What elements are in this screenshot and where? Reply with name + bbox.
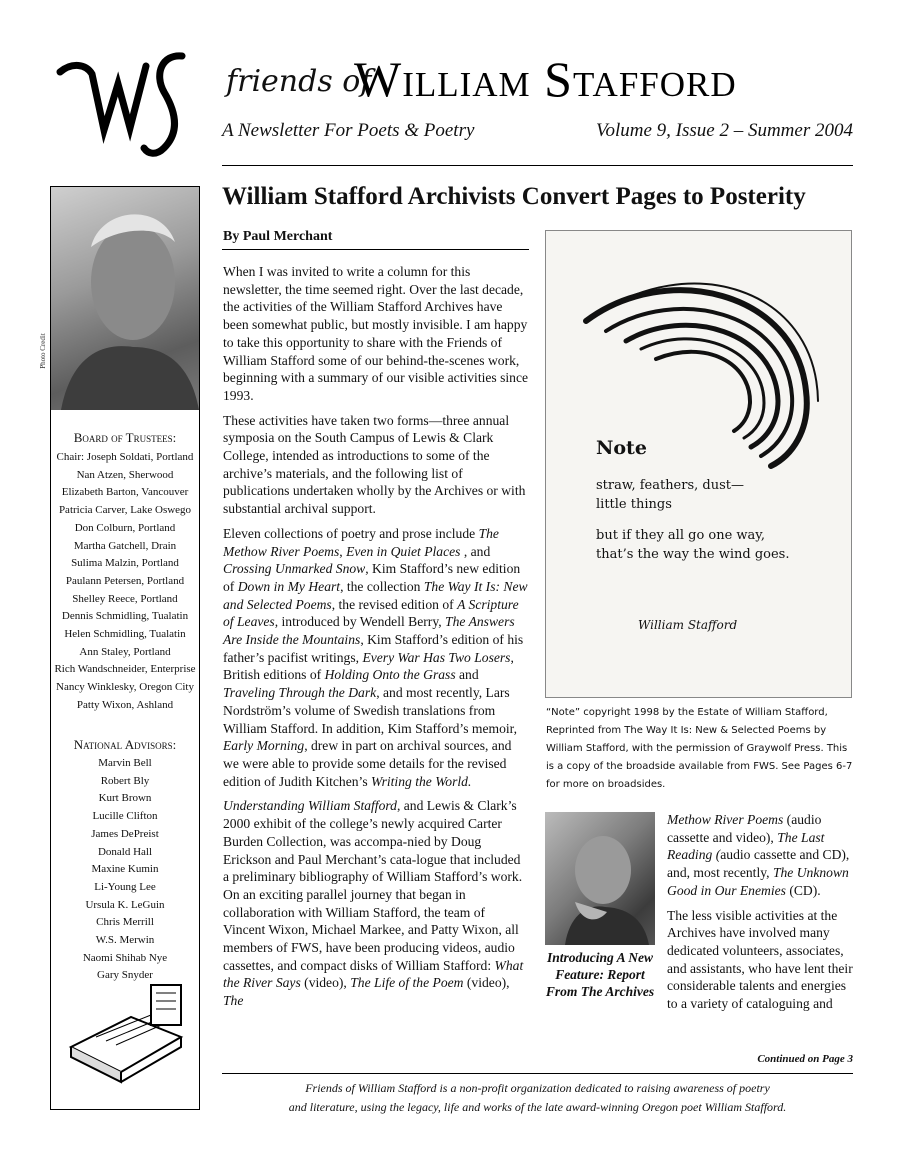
book-title: Holding Onto the Grass — [324, 667, 456, 683]
trustees-heading: Board of Trustees: — [73, 430, 177, 445]
masthead-divider — [222, 165, 853, 166]
article-paragraph: When I was invited to write a column for this newsletter, the time seemed right. Over the last decade, the activities of the William Stafford Archives have been somewhat public, but mostly invisible. I am happy to take this opportunity to share with the Friends of William Stafford some of our behind-the-scenes work, beginning with a summary of our visible activities since 1993. — [223, 264, 529, 403]
portrait-silhouette — [51, 187, 199, 410]
text-run: (audio cassette and video), — [667, 812, 822, 845]
trustee-name: Shelley Reece, Portland — [72, 592, 178, 605]
footer-line: and literature, using the legacy, life and works of the late award-winning Oregon poet William Stafford. — [288, 1100, 787, 1114]
ws-monogram-logo — [52, 44, 202, 164]
poem-line: straw, feathers, dust— — [596, 478, 744, 493]
trustee-name: Nan Atzen, Sherwood — [76, 468, 174, 481]
text-run: (video), — [300, 975, 351, 991]
text-run: , and most recently, Lars Nordström’s volume of Swedish translations from William Stafford. In addition, Kim Stafford’s memoir, — [223, 685, 518, 736]
advisor-name: Ursula K. LeGuin — [85, 898, 165, 911]
trustee-name: Patty Wixon, Ashland — [76, 698, 174, 711]
advisor-name: Marvin Bell — [98, 757, 152, 769]
media-title: The — [223, 993, 244, 1009]
books-illustration — [61, 977, 191, 1087]
advisor-name: Gary Snyder — [97, 969, 153, 982]
advisor-name: James DePreist — [91, 827, 159, 840]
article-column-2 — [667, 811, 853, 1047]
text-run: (CD). — [785, 882, 821, 898]
book-title: The Way It Is: New and Selected Poems — [223, 578, 528, 612]
advisor-name: Donald Hall — [97, 845, 153, 858]
text-run: , the collection — [340, 578, 424, 594]
article-byline: By Paul Merchant — [223, 229, 333, 244]
text-run: , Kim Stafford’s edition of his father’s pacifist writings, — [223, 632, 524, 665]
archivist-photo — [545, 812, 655, 945]
trustee-name: Patricia Carver, Lake Oswego — [58, 504, 192, 517]
trustee-name: Chair: Joseph Soldati, Portland — [56, 451, 194, 463]
trustee-name: Don Colburn, Portland — [74, 521, 176, 534]
trustee-name: Paulann Petersen, Portland — [65, 574, 185, 587]
book-title: A Scripture of Leaves — [223, 596, 519, 630]
article-column-1 — [223, 263, 529, 1053]
article-paragraph — [667, 811, 853, 900]
sidebar — [38, 186, 200, 1110]
poem-signature: William Stafford — [638, 618, 738, 632]
text-run: Eleven collections of poetry and prose include — [223, 525, 479, 541]
book-title: The Methow River Poems — [223, 525, 499, 559]
poem-line: but if they all go one way, — [596, 528, 766, 543]
book-title: Understanding William Stafford — [223, 798, 397, 814]
book-title: Crossing Unmarked Snow — [223, 561, 366, 577]
text-run: , and — [460, 543, 491, 559]
newsletter-title: William Stafford — [354, 51, 737, 107]
text-run: , — [339, 543, 347, 559]
footer-line: Friends of William Stafford is a non-profit organization dedicated to raising awareness of poetry — [305, 1081, 770, 1095]
book-title: Early Morning — [223, 738, 305, 754]
trustees-list — [51, 449, 199, 715]
advisor-name: Robert Bly — [100, 774, 150, 787]
advisor-name: Naomi Shihab Nye — [82, 951, 168, 964]
book-title: Writing the World. — [371, 773, 472, 789]
advisor-name: Li-Young Lee — [94, 880, 156, 893]
book-title: Down in My Heart — [237, 578, 341, 594]
article-paragraph — [223, 525, 529, 791]
advisor-name: Lucille Clifton — [92, 810, 158, 823]
text-run: , and Lewis & Clark’s 2000 exhibit of the college’s newly acquired Carter Burden Collection, was accompa-nied by Doug Erickson and Paul Merchant’s cata-logue that included a preliminary bibliography of William Stafford’s work. On an exciting parallel journey that began in collaboration with William Stafford, the team of Vincent Wixon, Michael Markee, and Patty Wixon, all members of FWS, have been producing videos, audio cassettes, and compact disks of William Stafford: — [223, 798, 523, 973]
text-run: (video), — [463, 975, 510, 991]
text-run: , introduced by Wendell Berry, — [274, 614, 446, 630]
trustee-name: Ann Staley, Portland — [79, 645, 171, 658]
advisors-heading: National Advisors: — [73, 737, 177, 752]
book-title: The Answers Are Inside the Mountains — [223, 614, 515, 648]
photo-credit: Photo Credit — [38, 333, 47, 369]
book-title: Even in Quiet Places — [346, 543, 461, 559]
media-title: Methow River Poems — [667, 812, 784, 827]
text-run: , drew in part on archival sources, and we were able to provide some details for the revised edition of Judith Kitchen’s — [223, 738, 512, 789]
text-run: and — [455, 667, 479, 683]
advisor-name: W.S. Merwin — [95, 934, 155, 947]
text-run: , Kim Stafford’s new edition of — [223, 561, 521, 594]
advisor-name: Chris Merrill — [96, 916, 154, 929]
issue-info: Volume 9, Issue 2 – Summer 2004 — [595, 120, 853, 141]
advisor-name: Kurt Brown — [98, 792, 152, 805]
stafford-portrait-photo — [38, 187, 199, 410]
byline-divider — [222, 249, 529, 250]
friends-of-label: friends of — [226, 64, 372, 99]
media-title: The Last Reading ( — [667, 829, 825, 863]
media-title: What the River Says — [223, 957, 524, 991]
note-broadside-image — [545, 230, 852, 698]
trustee-name: Elizabeth Barton, Vancouver — [61, 486, 189, 499]
poem-line: that’s the way the wind goes. — [596, 547, 790, 562]
footer-divider — [222, 1073, 853, 1074]
advisors-list — [51, 755, 199, 985]
article-paragraph: These activities have taken two forms—three annual symposia on the South Campus of Lewis & Clark College, intended as introductions to some of the archive’s materials, and the following list of publications undertaken wholly by the Archives or with substantial archival support. — [223, 412, 526, 517]
footer-mission-statement — [222, 1079, 853, 1117]
poem-title: Note — [596, 437, 647, 459]
article-paragraph: The less visible activities at the Archives have involved many dedicated volunteers, associates, and assistants, who have lent their considerable talents and energies to a variety of cataloguing and — [667, 907, 853, 1012]
trustee-name: Nancy Winklesky, Oregon City — [56, 681, 194, 694]
article-paragraph — [223, 797, 529, 1009]
text-run: , the revised edition of — [331, 596, 458, 612]
trustee-name: Martha Gatchell, Drain — [73, 539, 177, 552]
archivist-silhouette — [545, 812, 655, 945]
book-title: Traveling Through the Dark — [223, 685, 377, 701]
trustee-name: Sulima Malzin, Portland — [71, 557, 179, 570]
newsletter-tagline: A Newsletter For Poets & Poetry — [222, 120, 475, 141]
continued-link: Continued on Page 3 — [757, 1053, 853, 1065]
trustee-name: Dennis Schmidling, Tualatin — [61, 610, 189, 623]
article-title: William Stafford Archivists Convert Pages to Posterity — [222, 183, 806, 210]
text-run: audio cassette and CD), and, most recently, — [667, 847, 850, 881]
trustee-name: Rich Wandschneider, Enterprise — [54, 663, 196, 676]
media-title: The Unknown Good in Our Enemies — [667, 865, 849, 898]
advisor-name: Maxine Kumin — [91, 863, 159, 876]
media-title: The Life of the Poem — [350, 975, 464, 991]
masthead-banner — [222, 44, 852, 114]
broadside-caption: “Note” copyright 1998 by the Estate of William Stafford, Reprinted from The Way It Is: New & Selected Poems by William Stafford, with the permission of Graywolf Press. This is a copy of the broadside available from FWS. See Pages 6-7 for more on broadsides. — [546, 707, 853, 790]
poem-line: little things — [596, 497, 672, 512]
text-run: , British editions of — [223, 649, 514, 683]
feature-caption: Introducing A New Feature: Report From The Archives — [545, 950, 655, 999]
book-title: Every War Has Two Losers — [362, 649, 511, 665]
trustee-name: Helen Schmidling, Tualatin — [64, 628, 186, 641]
